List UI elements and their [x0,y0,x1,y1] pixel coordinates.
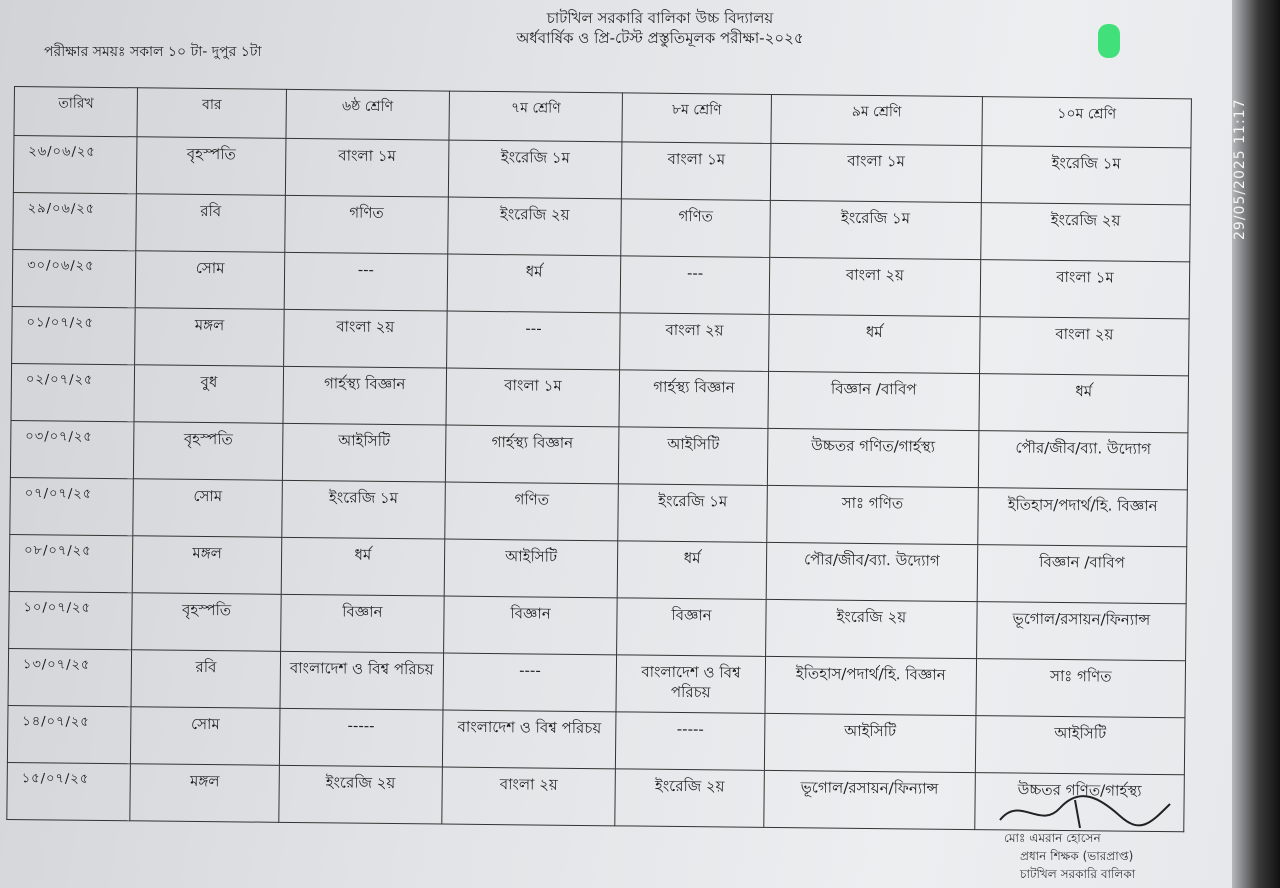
date-cell: ০৭/০৭/২৫ [10,477,134,535]
date-cell: ৩০/০৬/২৫ [12,249,136,307]
subject-cell: গার্হস্থ্য বিজ্ঞান [619,370,768,429]
subject-cell: ইংরেজি ২য় [279,765,443,824]
subject-cell: বাংলা ১ম [980,260,1190,319]
green-highlight-mark [1098,24,1120,58]
date-cell: ১৫/০৭/২৫ [7,762,131,820]
subject-cell: পৌর/জীব/ব্যা. উদ্যোগ [766,542,978,601]
subject-cell: বিজ্ঞান /বাবিপ [768,371,980,430]
date-cell: ০২/০৭/২৫ [11,363,135,421]
subject-cell: ইংরেজি ১ম [618,484,767,543]
subject-cell: --- [284,252,448,311]
day-cell: বৃহস্পতি [137,137,286,196]
subject-cell: বিজ্ঞান /বাবিপ [977,545,1187,604]
subject-cell: ইতিহাস/পদার্থ/হি. বিজ্ঞান [765,656,977,715]
subject-cell: --- [621,256,770,315]
day-cell: বৃহস্পতি [132,593,281,652]
subject-cell: বিজ্ঞান [443,596,617,655]
day-cell: রবি [136,194,285,253]
subject-cell: আইসিটি [619,427,768,486]
subject-cell: ধর্ম [281,537,445,596]
subject-cell: গণিত [445,482,619,541]
day-cell: মঙ্গল [130,764,279,823]
subject-cell: গণিত [285,195,449,254]
subject-cell: বাংলাদেশ ও বিশ্ব পরিচয় [442,710,616,769]
subject-cell: আইসিটি [975,716,1185,775]
header-class-10: ১০ম শ্রেণি [982,97,1192,148]
subject-cell: গণিত [621,199,770,258]
subject-cell: ইংরেজি ২য় [615,769,764,828]
subject-cell: উচ্চতর গণিত/গার্হস্থ্য [767,428,979,487]
day-cell: সোম [131,707,280,766]
subject-cell: ইংরেজি ২য় [981,203,1191,262]
header-class-9: ৯ম শ্রেণি [771,94,983,145]
header-day: বার [137,88,286,139]
subject-cell: বাংলা ১ম [285,138,449,197]
subject-cell: বাংলা ২য় [283,309,447,368]
subject-cell: গার্হস্থ্য বিজ্ঞান [283,366,447,425]
header-class-8: ৮ম শ্রেণি [622,93,771,144]
subject-cell: ইংরেজি ২য় [765,599,977,658]
day-cell: মঙ্গল [133,536,282,595]
day-cell: মঙ্গল [135,308,284,367]
subject-cell: ইংরেজি ১ম [448,140,622,199]
header-class-6: ৬ষ্ঠ শ্রেণি [286,89,450,140]
subject-cell: বাংলাদেশ ও বিশ্ব পরিচয় [280,651,444,710]
header-class-7: ৭ম শ্রেণি [449,91,623,142]
subject-cell: আইসিটি [282,423,446,482]
subject-cell: ইতিহাস/পদার্থ/হি. বিজ্ঞান [978,488,1188,547]
signature-scribble [980,790,1180,834]
signature-block [980,790,1200,888]
signature-name: মোঃ এমরান হোসেন [1004,831,1101,845]
subject-cell: বাংলা ২য় [620,313,769,372]
signature-title: প্রধান শিক্ষক (ভারপ্রাপ্ত) [1020,849,1134,863]
subject-cell: আইসিটি [764,713,976,772]
school-name: চাটখিল সরকারি বালিকা উচ্চ বিদ্যালয় [546,9,774,27]
day-cell: রবি [131,650,280,709]
subject-cell: পৌর/জীব/ব্যা. উদ্যোগ [978,431,1188,490]
signature-school: চাটখিল সরকারি বালিকা [1020,867,1136,881]
subject-cell: ইংরেজি ১ম [770,200,982,259]
subject-cell: ধর্ম [768,314,980,373]
date-cell: ১৩/০৭/২৫ [8,648,132,706]
exam-time: পরীক্ষার সময়ঃ সকাল ১০ টা- দুপুর ১টা [44,44,262,60]
subject-cell: ----- [616,712,765,771]
date-cell: ০৮/০৭/২৫ [9,534,133,592]
subject-cell: সাঃ গণিত [976,659,1186,718]
date-cell: ২৬/০৬/২৫ [13,136,137,194]
subject-cell: ধর্ম [979,374,1189,433]
day-cell: সোম [133,479,282,538]
subject-cell: বিজ্ঞান [280,594,444,653]
date-cell: ১৪/০৭/২৫ [7,705,131,763]
header-date: তারিখ [14,87,138,137]
day-cell: সোম [136,251,285,310]
subject-cell: ধর্ম [618,541,767,600]
day-cell: বৃহস্পতি [134,422,283,481]
subject-cell: ভূগোল/রসায়ন/ফিন্যান্স [976,602,1186,661]
subject-cell: বাংলা ১ম [446,368,620,427]
exam-routine-table [6,86,1192,832]
exam-title: অর্ধবার্ষিক ও প্রি-টেস্ট প্রস্তুতিমূলক পরীক্ষা-২০২৫ [516,29,804,47]
subject-cell: বিজ্ঞান [617,598,766,657]
date-cell: ০১/০৭/২৫ [12,306,136,364]
subject-cell: বাংলা ১ম [622,142,771,201]
subject-cell: গার্হস্থ্য বিজ্ঞান [445,425,619,484]
subject-cell: ইংরেজি ১ম [282,480,446,539]
subject-cell: বাংলা ২য় [769,257,981,316]
date-cell: ১০/০৭/২৫ [9,591,133,649]
subject-cell: উচ্চতর গণিত/গার্হস্থ্য [975,773,1185,832]
subject-cell: ধর্ম [447,254,621,313]
subject-cell: সাঃ গণিত [767,485,979,544]
subject-cell: ইংরেজি ২য় [448,197,622,256]
subject-cell: বাংলা ১ম [770,143,982,202]
subject-cell: বাংলা ২য় [442,767,616,826]
subject-cell: ----- [279,708,443,767]
subject-cell: ---- [443,653,617,712]
photo-timestamp: 29/05/2025 11:17 [1232,98,1248,240]
date-cell: ২৯/০৬/২৫ [13,192,137,250]
day-cell: বুধ [134,365,283,424]
subject-cell: ইংরেজি ১ম [981,146,1191,205]
subject-cell: আইসিটি [444,539,618,598]
subject-cell: ভূগোল/রসায়ন/ফিন্যান্স [764,770,976,829]
date-cell: ০৩/০৭/২৫ [10,420,134,478]
subject-cell: --- [446,311,620,370]
subject-cell: বাংলাদেশ ও বিশ্ব পরিচয় [616,655,765,714]
subject-cell: বাংলা ২য় [979,317,1189,376]
